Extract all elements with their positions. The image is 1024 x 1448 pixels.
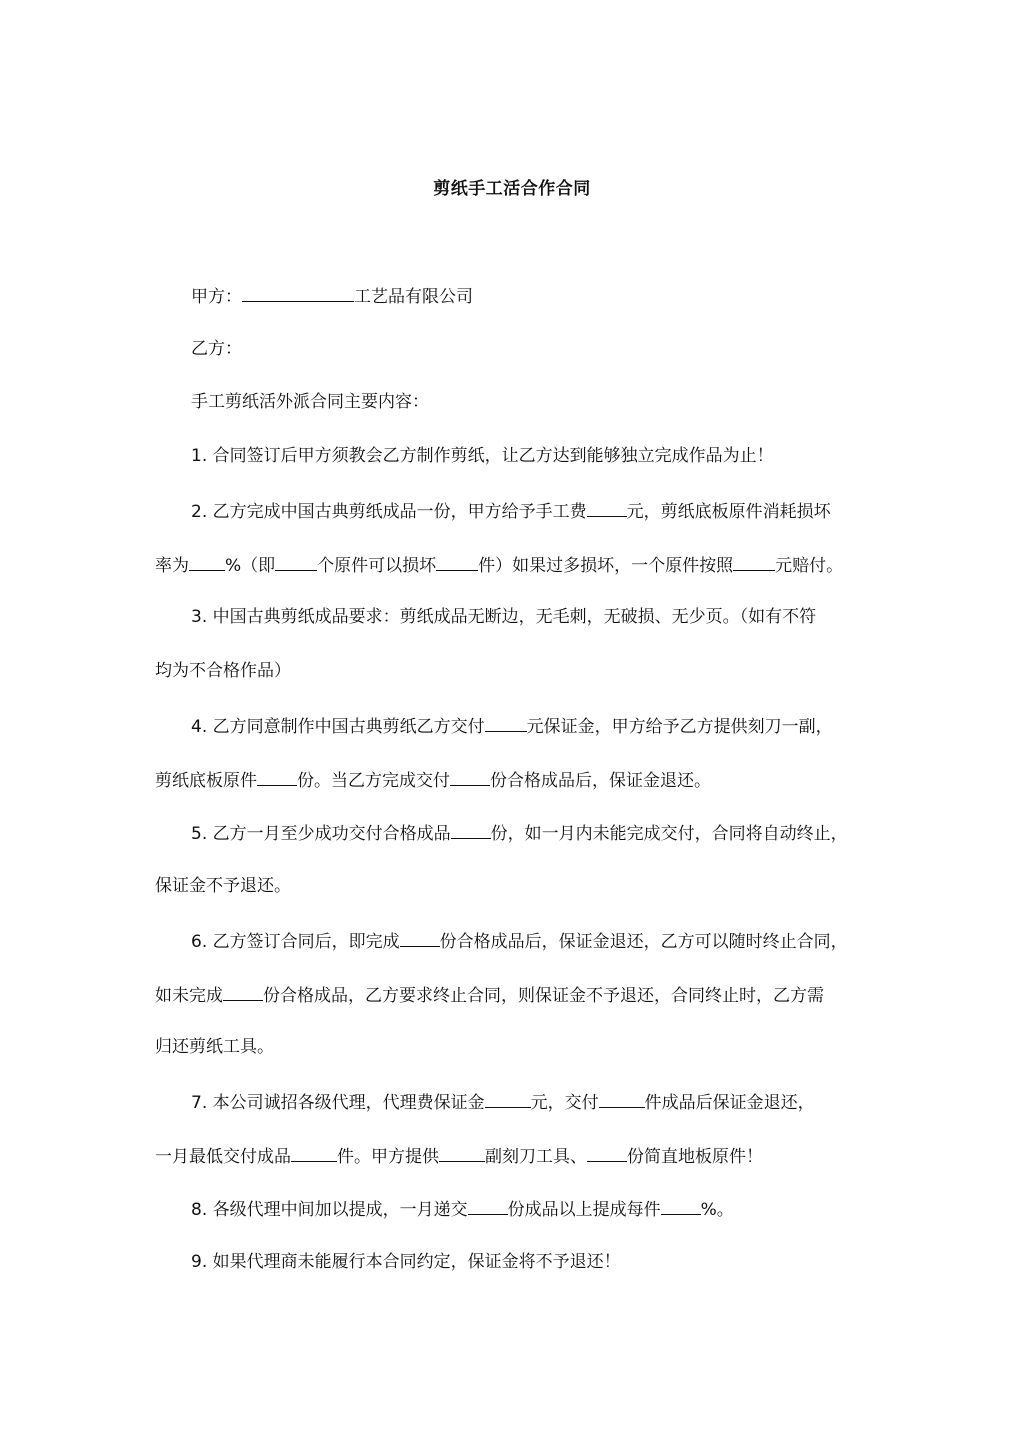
clause-7-text: 副刻刀工具、 (485, 1147, 587, 1167)
template-count-blank (257, 768, 297, 786)
clause-7-text: 份简直地板原件！ (627, 1147, 763, 1167)
clause-4-text: 4. 乙方同意制作中国古典剪纸乙方交付 (191, 717, 485, 737)
clause-2-text: 件）如果过多损坏，一个原件按照 (478, 556, 734, 576)
agent-deposit-blank (485, 1090, 531, 1108)
loss-count-blank (275, 553, 317, 571)
loss-rate-blank (189, 553, 225, 571)
clause-8-text: 8. 各级代理中间加以提成，一月递交 (191, 1200, 468, 1220)
clause-1: 1. 合同签订后甲方须教会乙方制作剪纸，让乙方达到能够独立完成作品为止！ (191, 446, 774, 466)
clause-2-text: %（即 (225, 556, 276, 576)
clause-6-text: 份合格成品后，保证金退还，乙方可以随时终止合同， (439, 932, 848, 952)
deposit-blank (485, 714, 527, 732)
party-a-label: 甲方： (191, 287, 242, 307)
party-b-label: 乙方： (191, 339, 242, 359)
clause-3-line-2: 均为不合格作品） (155, 661, 291, 681)
clause-8-line (191, 1197, 734, 1221)
clause-7-text: 一月最低交付成品 (155, 1147, 291, 1167)
clause-4-text: 份。当乙方完成交付 (297, 771, 450, 791)
clause-2-text: 率为 (155, 556, 189, 576)
clause-6-text: 份合格成品，乙方要求终止合同，则保证金不予退还，合同终止时，乙方需 (263, 986, 824, 1006)
clause-6-text: 如未完成 (155, 986, 223, 1006)
clause-7-line-1 (191, 1090, 815, 1114)
agent-min-blank (291, 1144, 337, 1162)
party-a-name-blank (242, 284, 354, 302)
loss-pieces-blank (436, 553, 478, 571)
party-b-line (191, 338, 242, 360)
clause-6-text: 6. 乙方签订合同后，即完成 (191, 932, 400, 952)
clause-9: 9. 如果代理商未能履行本合同约定，保证金将不予退还！ (191, 1252, 621, 1272)
clause-5-text: 份，如一月内未能完成交付，合同将自动终止， (490, 824, 848, 844)
party-a-line (191, 284, 473, 308)
completion-count-blank (400, 929, 440, 947)
monthly-minimum-blank (451, 821, 491, 839)
commission-rate-blank (661, 1197, 701, 1215)
clause-6-line-1 (191, 929, 848, 953)
clause-3-line-1: 3. 中国古典剪纸成品要求：剪纸成品无断边，无毛刺，无破损、无少页。（如有不符 (191, 607, 817, 627)
document-title: 剪纸手工活合作合同 (433, 179, 591, 199)
clause-7-text: 7. 本公司诚招各级代理，代理费保证金 (191, 1093, 485, 1113)
delivery-count-blank (450, 768, 490, 786)
board-count-blank (587, 1144, 627, 1162)
clause-5-line-1 (191, 821, 848, 845)
party-a-company: 工艺品有限公司 (354, 287, 473, 307)
clause-2-line-1 (191, 499, 831, 523)
clause-6-line-2 (155, 983, 824, 1007)
clause-8-text: 份成品以上提成每件 (507, 1200, 661, 1220)
clause-2-line-2 (155, 553, 843, 577)
agent-delivery-blank (599, 1090, 645, 1108)
incomplete-count-blank (223, 983, 263, 1001)
clause-4-line-2 (155, 768, 711, 792)
clause-7-line-2 (155, 1144, 763, 1168)
commission-threshold-blank (468, 1197, 508, 1215)
clause-4-text: 元保证金，甲方给予乙方提供刻刀一副， (526, 717, 833, 737)
clause-5-line-2: 保证金不予退还。 (155, 876, 291, 896)
clause-5-text: 5. 乙方一月至少成功交付合格成品 (191, 824, 451, 844)
clause-4-text: 剪纸底板原件 (155, 771, 257, 791)
contract-intro: 手工剪纸活外派合同主要内容： (191, 392, 429, 412)
clause-8-text: %。 (700, 1200, 734, 1220)
clause-2-text: 个原件可以损坏 (317, 556, 437, 576)
clause-7-text: 元，交付 (530, 1093, 599, 1113)
clause-2-text: 2. 乙方完成中国古典剪纸成品一份，甲方给予手工费 (191, 502, 587, 522)
knife-count-blank (439, 1144, 485, 1162)
clause-2-text: 元，剪纸底板原件消耗损坏 (626, 502, 831, 522)
clause-2-text: 元赔付。 (775, 556, 844, 576)
compensation-blank (733, 553, 775, 571)
fee-blank (587, 499, 627, 517)
clause-4-line-1 (191, 714, 833, 738)
clause-6-line-3: 归还剪纸工具。 (155, 1037, 274, 1057)
clause-7-text: 件成品后保证金退还， (644, 1093, 815, 1113)
clause-4-text: 份合格成品后，保证金退还。 (490, 771, 711, 791)
clause-7-text: 件。甲方提供 (337, 1147, 439, 1167)
